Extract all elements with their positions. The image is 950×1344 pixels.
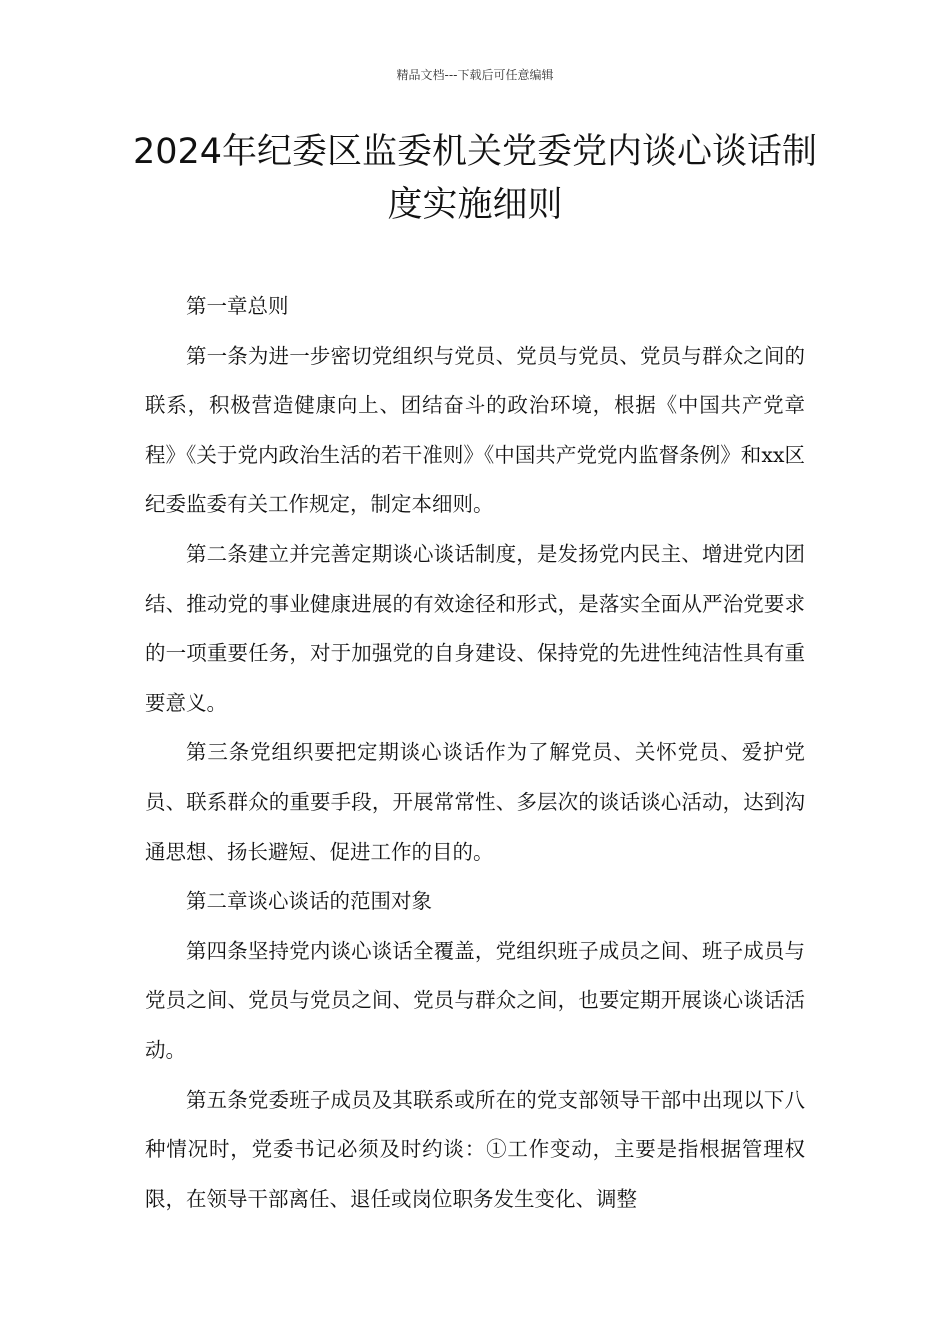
chapter-heading: 第二章谈心谈话的范围对象	[186, 889, 432, 914]
document-body	[145, 282, 805, 1224]
article-paragraph: 第一条为进一步密切党组织与党员、党员与党员、党员与群众之间的联系，积极营造健康向上、团结奋斗的政治环境，根据《中国共产党章程》《关于党内政治生活的若干准则》《中国共产党党内监督条例》和xx区纪委监委有关工作规定，制定本细则。	[145, 343, 805, 517]
article-paragraph: 第二条建立并完善定期谈心谈话制度，是发扬党内民主、增进党内团结、推动党的事业健康进展的有效途径和形式，是落实全面从严治党要求的一项重要任务，对于加强党的自身建设、保持党的先进性纯洁性具有重要意义。	[145, 541, 805, 715]
article-paragraph: 第三条党组织要把定期谈心谈话作为了解党员、关怀党员、爱护党员、联系群众的重要手段，开展常常性、多层次的谈话谈心活动，达到沟通思想、扬长避短、促进工作的目的。	[145, 740, 805, 864]
document-title: 2024年纪委区监委机关党委党内谈心谈话制度实施细则	[132, 132, 818, 225]
article-paragraph: 第五条党委班子成员及其联系或所在的党支部领导干部中出现以下八种情况时，党委书记必须及时约谈：①工作变动，主要是指根据管理权限，在领导干部离任、退任或岗位职务发生变化、调整	[145, 1087, 805, 1211]
chapter-heading: 第一章总则	[186, 294, 289, 318]
header-note: 精品文档---下载后可任意编辑	[396, 68, 554, 82]
article-paragraph: 第四条坚持党内谈心谈话全覆盖，党组织班子成员之间、班子成员与党员之间、党员与党员之间、党员与群众之间，也要定期开展谈心谈话活动。	[145, 938, 805, 1062]
